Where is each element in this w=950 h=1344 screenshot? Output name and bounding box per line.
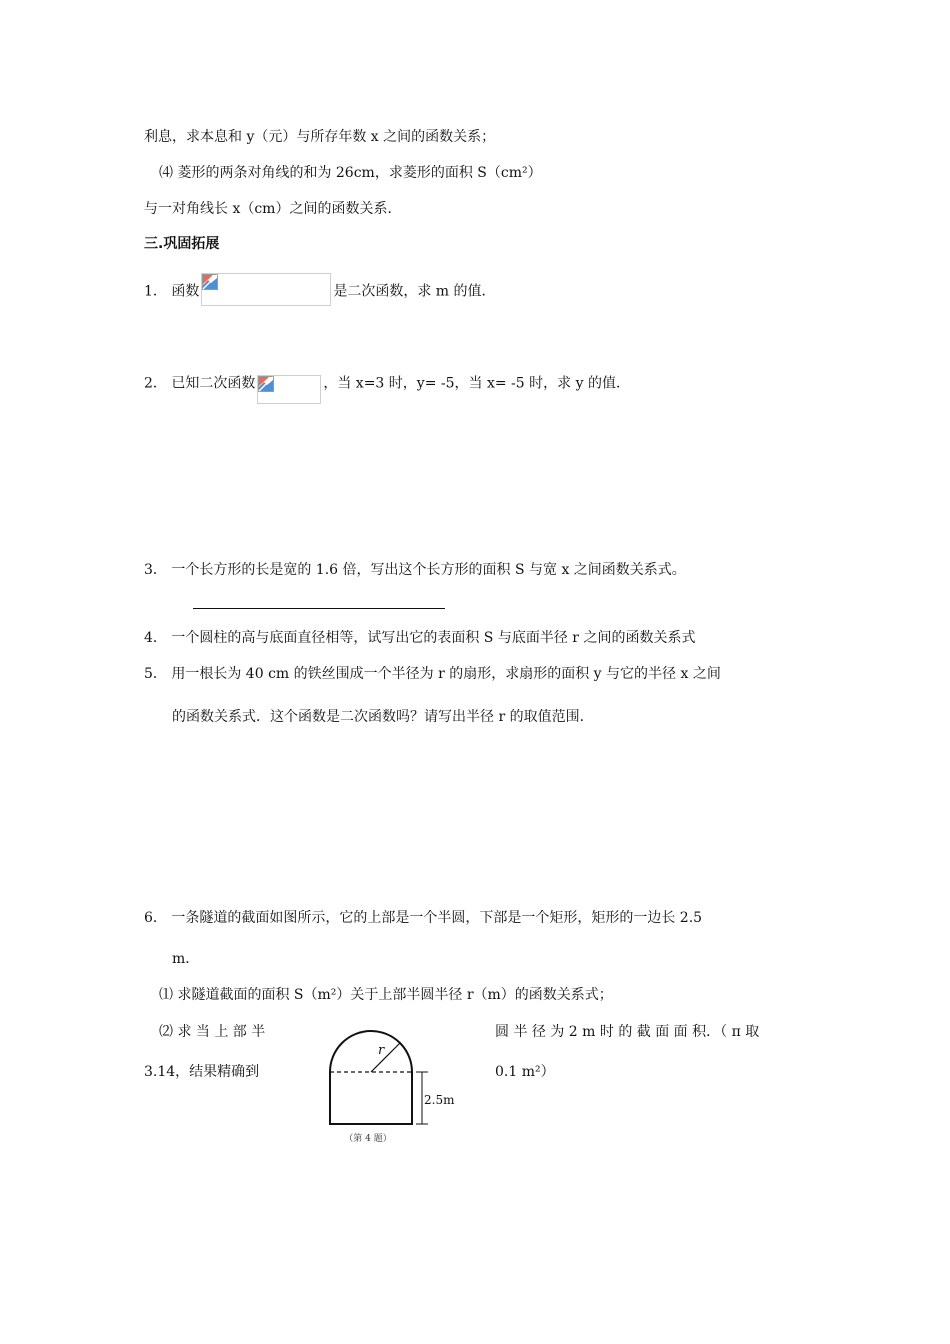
question-6-part2-left: ⑵ 求 当 上 部 半 (159, 1024, 266, 1040)
section-heading: 三.巩固拓展 (144, 236, 220, 252)
question-6-line1: 6． 一条隧道的截面如图所示，它的上部是一个半圆，下部是一个矩形，矩形的一边长 2.5 (144, 910, 703, 926)
q2-formula-image (257, 375, 321, 404)
q2-suffix: ，当 x=3 时，y= -5，当 x= -5 时，求 y 的值． (323, 375, 630, 392)
line-rhombus: ⑷ 菱形的两条对角线的和为 26cm，求菱形的面积 S（cm²） (159, 165, 542, 181)
tunnel-outline (330, 1031, 412, 1124)
height-label: 2.5m (424, 1093, 455, 1107)
broken-image-icon (258, 376, 274, 392)
question-6-line2: m． (172, 951, 200, 967)
question-2 (144, 369, 630, 398)
q2-prefix: 2． 已知二次函数 (144, 375, 256, 392)
question-5-line1: 5． 用一根长为 40 cm 的铁丝围成一个半径为 r 的扇形，求扇形的面积 y 与它的半径 x 之间 (144, 666, 721, 682)
question-6-part2-left-cont: 3.14，结果精确到 (144, 1064, 260, 1080)
q1-prefix: 1． 函数 (144, 283, 200, 300)
q1-formula-image (201, 273, 331, 306)
broken-image-icon (202, 274, 218, 290)
question-1 (144, 275, 496, 308)
question-6-part2-right-cont: 0.1 m²） (495, 1064, 555, 1080)
radius-label: r (378, 1043, 385, 1058)
line-interest: 利息，求本息和 y（元）与所存年数 x 之间的函数关系； (144, 129, 496, 145)
answer-blank-line (193, 608, 445, 609)
figure-caption: （第 4 题） (344, 1134, 392, 1144)
tunnel-figure (320, 1026, 470, 1148)
line-rhombus-cont: 与一对角线长 x（cm）之间的函数关系． (144, 201, 402, 217)
question-4: 4． 一个圆柱的高与底面直径相等，试写出它的表面积 S 与底面半径 r 之间的函数关系式 (144, 630, 696, 646)
question-5-line2: 的函数关系式．这个函数是二次函数吗？请写出半径 r 的取值范围． (172, 709, 594, 725)
radius-line (371, 1043, 400, 1072)
question-6-part2-right: 圆 半 径 为 2 m 时 的 截 面 面 积．（ π 取 (495, 1024, 760, 1040)
q1-suffix: 是二次函数，求 m 的值． (333, 283, 496, 300)
question-3: 3． 一个长方形的长是宽的 1.6 倍，写出这个长方形的面积 S 与宽 x 之间函数关系式。 (144, 562, 686, 578)
question-6-part1: ⑴ 求隧道截面的面积 S（m²）关于上部半圆半径 r（m）的函数关系式； (159, 987, 613, 1003)
